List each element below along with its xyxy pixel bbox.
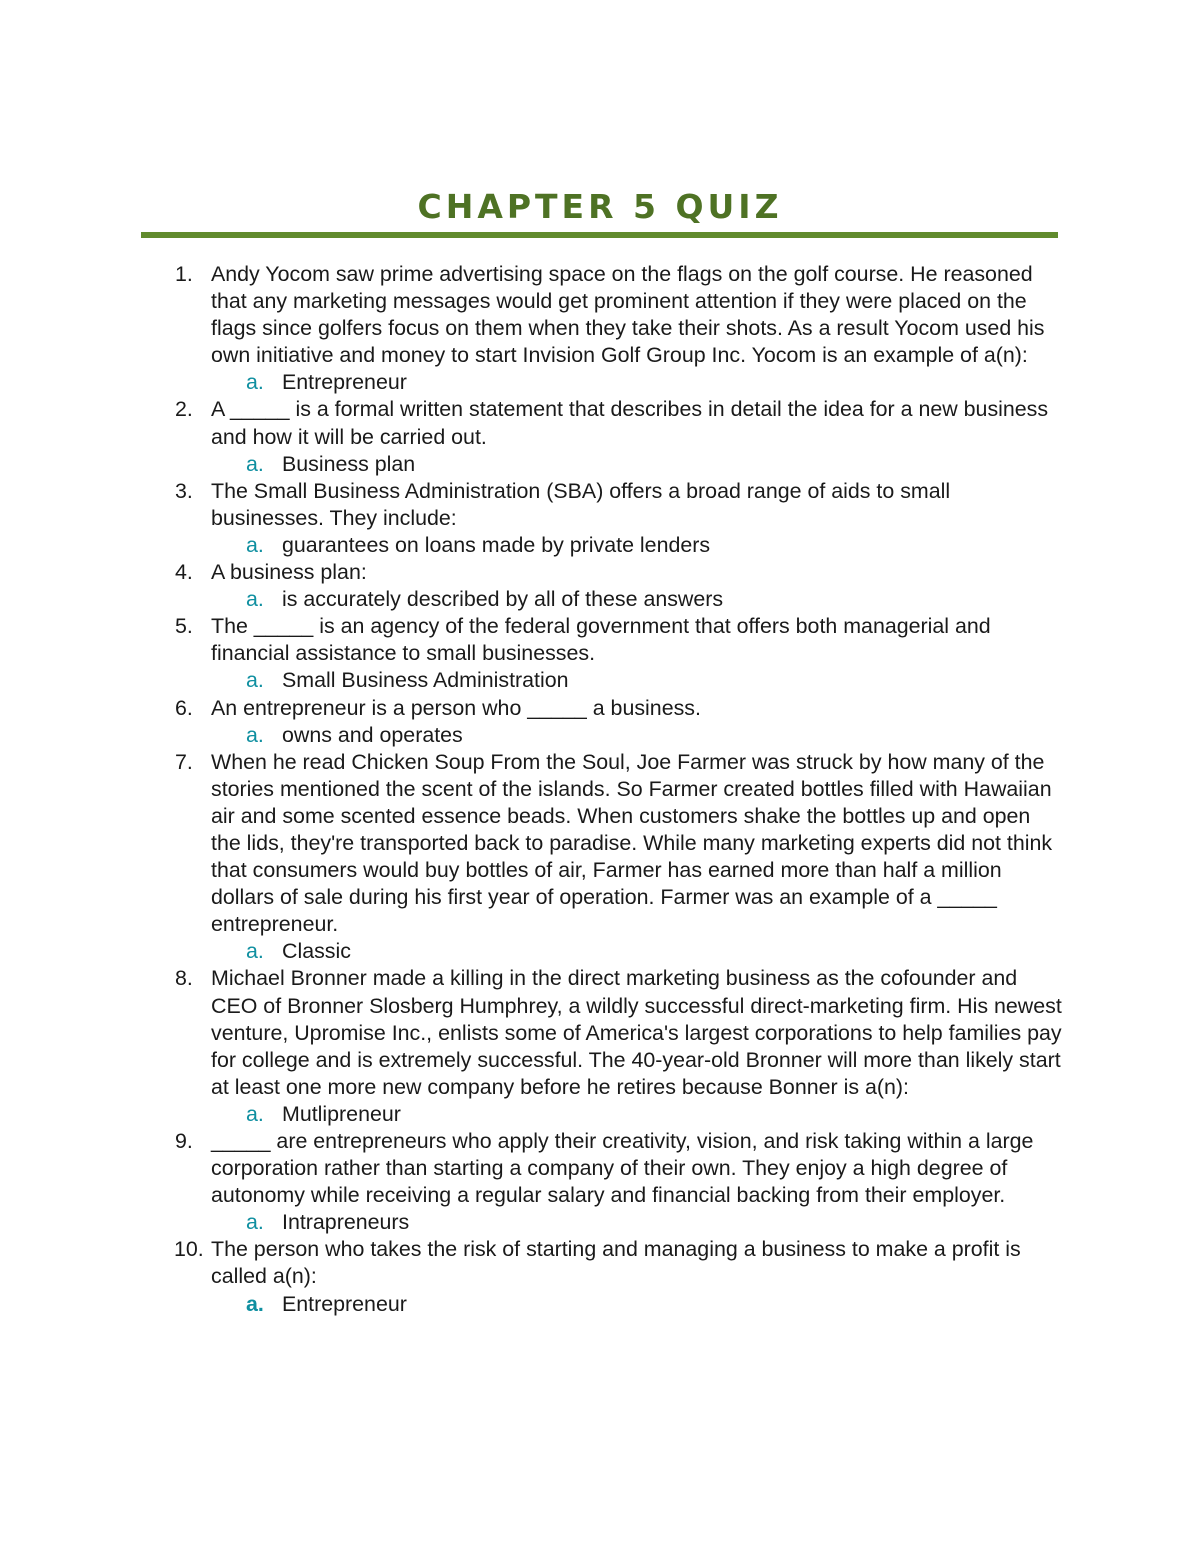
question-text-block xyxy=(0,1128,1200,1209)
answer-letter: a. xyxy=(246,587,264,612)
question-text: An entrepreneur is a person who _____ a business. xyxy=(211,695,701,720)
question-item xyxy=(0,478,1200,559)
question-item xyxy=(0,1236,1200,1317)
question-list xyxy=(0,261,1200,1318)
answer-text: Intrapreneurs xyxy=(282,1210,410,1235)
answer-line xyxy=(0,667,1200,694)
answer-line xyxy=(0,1291,1200,1318)
answer-letter: a. xyxy=(246,939,264,964)
question-text-block xyxy=(0,695,1200,722)
answer-text: is accurately described by all of these answers xyxy=(282,587,724,612)
question-text: When he read Chicken Soup From the Soul, Joe Farmer was struck by how many of the stories mentioned the scent of the islands. So Farmer created bottles filled with Hawaiian air and some scented essence beads. When customers shake the bottles up and open the lids, they're transported back to paradise. While many marketing experts did not think that consumers would buy bottles of air, Farmer has earned more than half a million dollars of sale during his first year of operation. Farmer was an example of a _____ entrepreneur. xyxy=(211,749,1053,937)
question-text-block xyxy=(0,396,1200,450)
answer-letter: a. xyxy=(246,1291,264,1316)
question-item xyxy=(0,1128,1200,1236)
question-number: 10. xyxy=(174,1237,204,1262)
question-item xyxy=(0,965,1200,1128)
question-text: Andy Yocom saw prime advertising space on the flags on the golf course. He reasoned that any marketing messages would get prominent attention if they were placed on the flags since golfers focus on them when they take their shots. As a result Yocom used his own initiative and money to start Invision Golf Group Inc. Yocom is an example of a(n): xyxy=(211,262,1045,368)
title-divider xyxy=(141,232,1058,238)
question-item xyxy=(0,559,1200,613)
question-number: 3. xyxy=(175,478,193,503)
question-text: A _____ is a formal written statement that describes in detail the idea for a new business and how it will be carried out. xyxy=(211,397,1049,449)
question-text-block xyxy=(0,749,1200,939)
answer-letter: a. xyxy=(246,532,264,557)
answer-letter: a. xyxy=(246,451,264,476)
question-number: 8. xyxy=(175,966,193,991)
question-text-block xyxy=(0,965,1200,1100)
question-item xyxy=(0,613,1200,694)
question-text: The Small Business Administration (SBA) offers a broad range of aids to small businesses. They include: xyxy=(211,478,951,530)
answer-letter: a. xyxy=(246,370,264,395)
answer-letter: a. xyxy=(246,722,264,747)
answer-letter: a. xyxy=(246,1101,264,1126)
question-number: 9. xyxy=(175,1129,193,1153)
answer-line xyxy=(0,1209,1200,1236)
answer-letter: a. xyxy=(246,668,264,693)
answer-text: Mutlipreneur xyxy=(282,1101,401,1126)
answer-line xyxy=(0,938,1200,965)
answer-text: Entrepreneur xyxy=(282,370,407,395)
question-number: 2. xyxy=(175,397,193,422)
answer-line xyxy=(0,451,1200,478)
question-number: 5. xyxy=(175,614,193,639)
question-text: The person who takes the risk of starting and managing a business to make a profit is called a(n): xyxy=(211,1237,1021,1289)
answer-line xyxy=(0,369,1200,396)
question-item xyxy=(0,749,1200,966)
answer-line xyxy=(0,532,1200,559)
answer-line xyxy=(0,722,1200,749)
answer-letter: a. xyxy=(246,1210,264,1235)
answer-text: owns and operates xyxy=(282,722,463,747)
question-text: The _____ is an agency of the federal government that offers both managerial and financial assistance to small businesses. xyxy=(211,614,991,666)
answer-text: Small Business Administration xyxy=(282,668,569,693)
answer-text: guarantees on loans made by private lenders xyxy=(282,532,711,557)
question-text: _____ are entrepreneurs who apply their creativity, vision, and risk taking within a large corporation rather than starting a company of their own. They enjoy a high degree of autonomy while receiving a regular salary and financial backing from their employer. xyxy=(211,1129,1034,1208)
page-title: CHAPTER 5 QUIZ xyxy=(417,187,783,226)
answer-text: Classic xyxy=(282,939,351,964)
question-text-block xyxy=(0,559,1200,586)
question-text-block xyxy=(0,478,1200,532)
question-item xyxy=(0,695,1200,749)
question-item xyxy=(0,261,1200,396)
question-text-block xyxy=(0,1236,1200,1290)
question-text-block xyxy=(0,261,1200,369)
question-text-block xyxy=(0,613,1200,667)
question-number: 6. xyxy=(175,695,193,720)
question-number: 7. xyxy=(175,749,193,774)
question-number: 4. xyxy=(175,560,193,585)
answer-text: Business plan xyxy=(282,451,416,476)
question-number: 1. xyxy=(175,262,193,286)
question-item xyxy=(0,396,1200,477)
answer-line xyxy=(0,1101,1200,1128)
answer-line xyxy=(0,586,1200,613)
answer-text: Entrepreneur xyxy=(282,1291,407,1316)
question-text: Michael Bronner made a killing in the direct marketing business as the cofounder and CEO of Bronner Slosberg Humphrey, a wildly successful direct-marketing firm. His newest venture, Upromise Inc., enlists some of America's largest corporations to help families pay for college and is extremely successful. The 40-year-old Bronner will more than likely start at least one more new company before he retires because Bonner is a(n): xyxy=(211,966,1062,1099)
question-text: A business plan: xyxy=(211,560,367,585)
